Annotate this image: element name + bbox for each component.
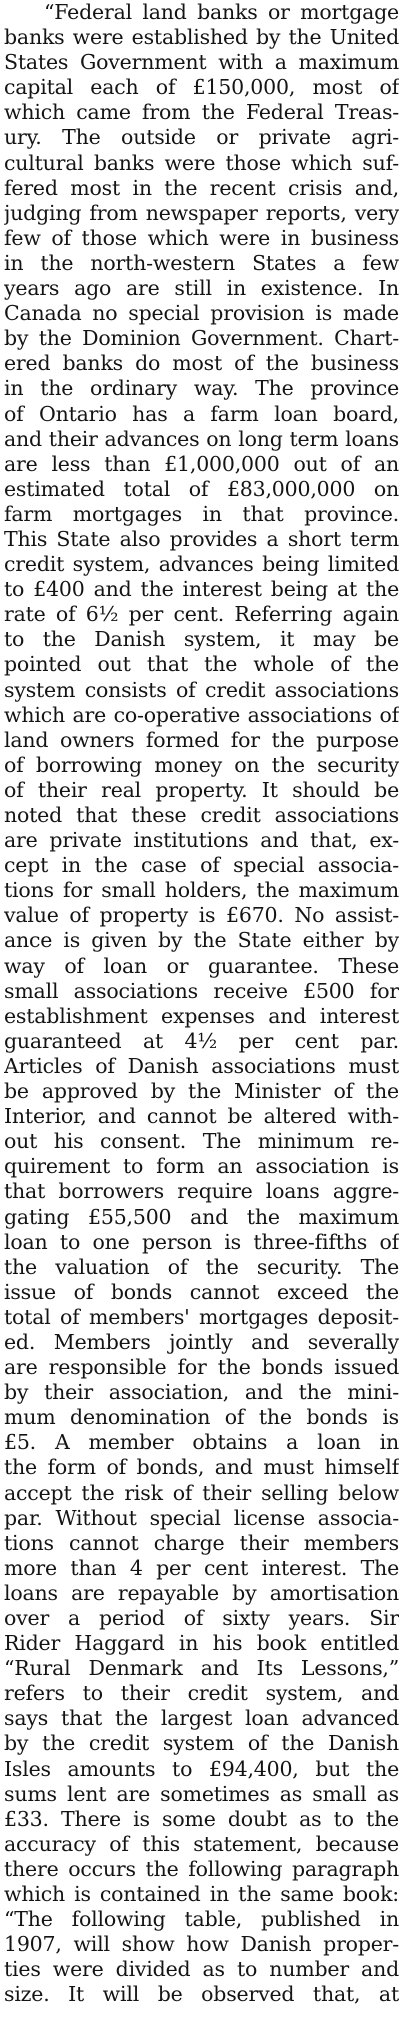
- text-line: to £400 and the interest being at the: [4, 577, 399, 602]
- text-line: cultural banks were those which suf-: [4, 150, 399, 175]
- text-line: loans are repayable by amortisation: [4, 1580, 399, 1605]
- text-line: and their advances on long term loans: [4, 426, 399, 451]
- text-line: banks were established by the United: [4, 25, 399, 50]
- text-line: out his consent. The minimum re-: [4, 1129, 399, 1154]
- text-line: credit system, advances being limited: [4, 552, 399, 577]
- text-line: ury. The outside or private agri-: [4, 125, 399, 150]
- text-line: the form of bonds, and must himself: [4, 1455, 399, 1480]
- text-line: are less than £1,000,000 out of an: [4, 451, 399, 476]
- text-line: in the north-western States a few: [4, 250, 399, 275]
- text-line: there occurs the following paragraph: [4, 1856, 399, 1881]
- text-line: cept in the case of special associa-: [4, 853, 399, 878]
- text-line: “Federal land banks or mortgage: [44, 0, 399, 24]
- text-line: “Rural Denmark and Its Lessons,”: [4, 1656, 399, 1681]
- text-line: 1907, will show how Danish proper-: [4, 1932, 399, 1957]
- text-line: which came from the Federal Treas-: [4, 100, 399, 125]
- text-line: of their real property. It should be: [4, 777, 399, 802]
- text-line: of borrowing money on the security: [4, 752, 399, 777]
- text-line: small associations receive £500 for: [4, 978, 399, 1003]
- text-line: tions for small holders, the maximum: [4, 878, 399, 903]
- text-line: by their association, and the mini-: [4, 1380, 399, 1405]
- text-line: Isles amounts to £94,400, but the: [4, 1756, 399, 1781]
- text-line: over a period of sixty years. Sir: [4, 1606, 399, 1630]
- text-line: way of loan or guarantee. These: [4, 953, 399, 978]
- text-line: Canada no special provision is made: [4, 301, 399, 326]
- text-line: that borrowers require loans aggre-: [4, 1179, 399, 1204]
- text-line: guaranteed at 4½ per cent par.: [4, 1028, 399, 1053]
- text-line: Articles of Danish associations must: [4, 1053, 399, 1078]
- text-line: issue of bonds cannot exceed the: [4, 1279, 399, 1304]
- text-line: which is contained in the same book:: [4, 1882, 399, 1907]
- text-line: [4, 2008, 399, 2033]
- text-line: £33. There is some doubt as to the: [4, 1806, 399, 1831]
- text-line: in the ordinary way. The province: [4, 376, 399, 401]
- text-line: more than 4 per cent interest. The: [4, 1555, 399, 1580]
- text-line: tions cannot charge their members: [4, 1530, 399, 1555]
- text-line: £5. A member obtains a loan in: [4, 1430, 399, 1455]
- text-line: judging from newspaper reports, very: [4, 200, 399, 225]
- text-line: accept the risk of their selling below: [4, 1480, 399, 1505]
- text-line: ance is given by the State either by: [4, 928, 399, 953]
- text-line: which are co-operative associations of: [4, 702, 399, 727]
- text-line: by the Dominion Government. Chart-: [4, 326, 399, 351]
- text-line: be approved by the Minister of the: [4, 1079, 399, 1104]
- text-line: farm mortgages in that province.: [4, 501, 399, 526]
- text-line: quirement to form an association is: [4, 1154, 399, 1179]
- text-line: This State also provides a short term: [4, 526, 399, 551]
- text-line: Interior, and cannot be altered with-: [4, 1104, 399, 1129]
- text-line: capital each of £150,000, most of: [4, 75, 399, 100]
- text-line: value of property is £670. No assist-: [4, 903, 399, 928]
- text-line: States Government with a maximum: [4, 50, 399, 75]
- text-line: mum denomination of the bonds is: [4, 1405, 399, 1430]
- text-line: establishment expenses and interest: [4, 1003, 399, 1028]
- text-line: loan to one person is three-fifths of: [4, 1229, 399, 1254]
- text-line: rate of 6½ per cent. Referring again: [4, 602, 399, 627]
- text-line: fered most in the recent crisis and,: [4, 175, 399, 200]
- text-line: few of those which were in business: [4, 225, 399, 250]
- text-line: “The following table, published in: [4, 1907, 399, 1932]
- text-line: by the credit system of the Danish: [4, 1731, 399, 1756]
- text-line: are private institutions and that, ex-: [4, 828, 399, 853]
- text-line: system consists of credit associations: [4, 677, 399, 702]
- text-line: accuracy of this statement, because: [4, 1831, 399, 1856]
- text-line: pointed out that the whole of the: [4, 652, 399, 677]
- text-line: of Ontario has a farm loan board,: [4, 401, 399, 426]
- text-line: to the Danish system, it may be: [4, 627, 399, 652]
- text-line: land owners formed for the purpose: [4, 727, 399, 752]
- text-line: ties were divided as to number and: [4, 1957, 399, 1982]
- text-line: Rider Haggard in his book entitled: [4, 1631, 399, 1656]
- text-line: noted that these credit associations: [4, 803, 399, 827]
- text-line: sums lent are sometimes as small as: [4, 1781, 399, 1806]
- text-line: size. It will be observed that, at: [4, 1982, 399, 2007]
- text-line: ered banks do most of the business: [4, 351, 399, 376]
- text-line: par. Without special license associa-: [4, 1505, 399, 1530]
- text-line: ed. Members jointly and severally: [4, 1329, 399, 1354]
- text-line: gating £55,500 and the maximum: [4, 1204, 399, 1229]
- text-line: total of members' mortgages deposit-: [4, 1304, 399, 1329]
- text-line: says that the largest loan advanced: [4, 1706, 399, 1731]
- text-line: are responsible for the bonds issued: [4, 1355, 399, 1380]
- text-line: years ago are still in existence. In: [4, 276, 399, 301]
- text-line: estimated total of £83,000,000 on: [4, 476, 399, 501]
- text-line: refers to their credit system, and: [4, 1681, 399, 1706]
- text-line: the valuation of the security. The: [4, 1254, 399, 1279]
